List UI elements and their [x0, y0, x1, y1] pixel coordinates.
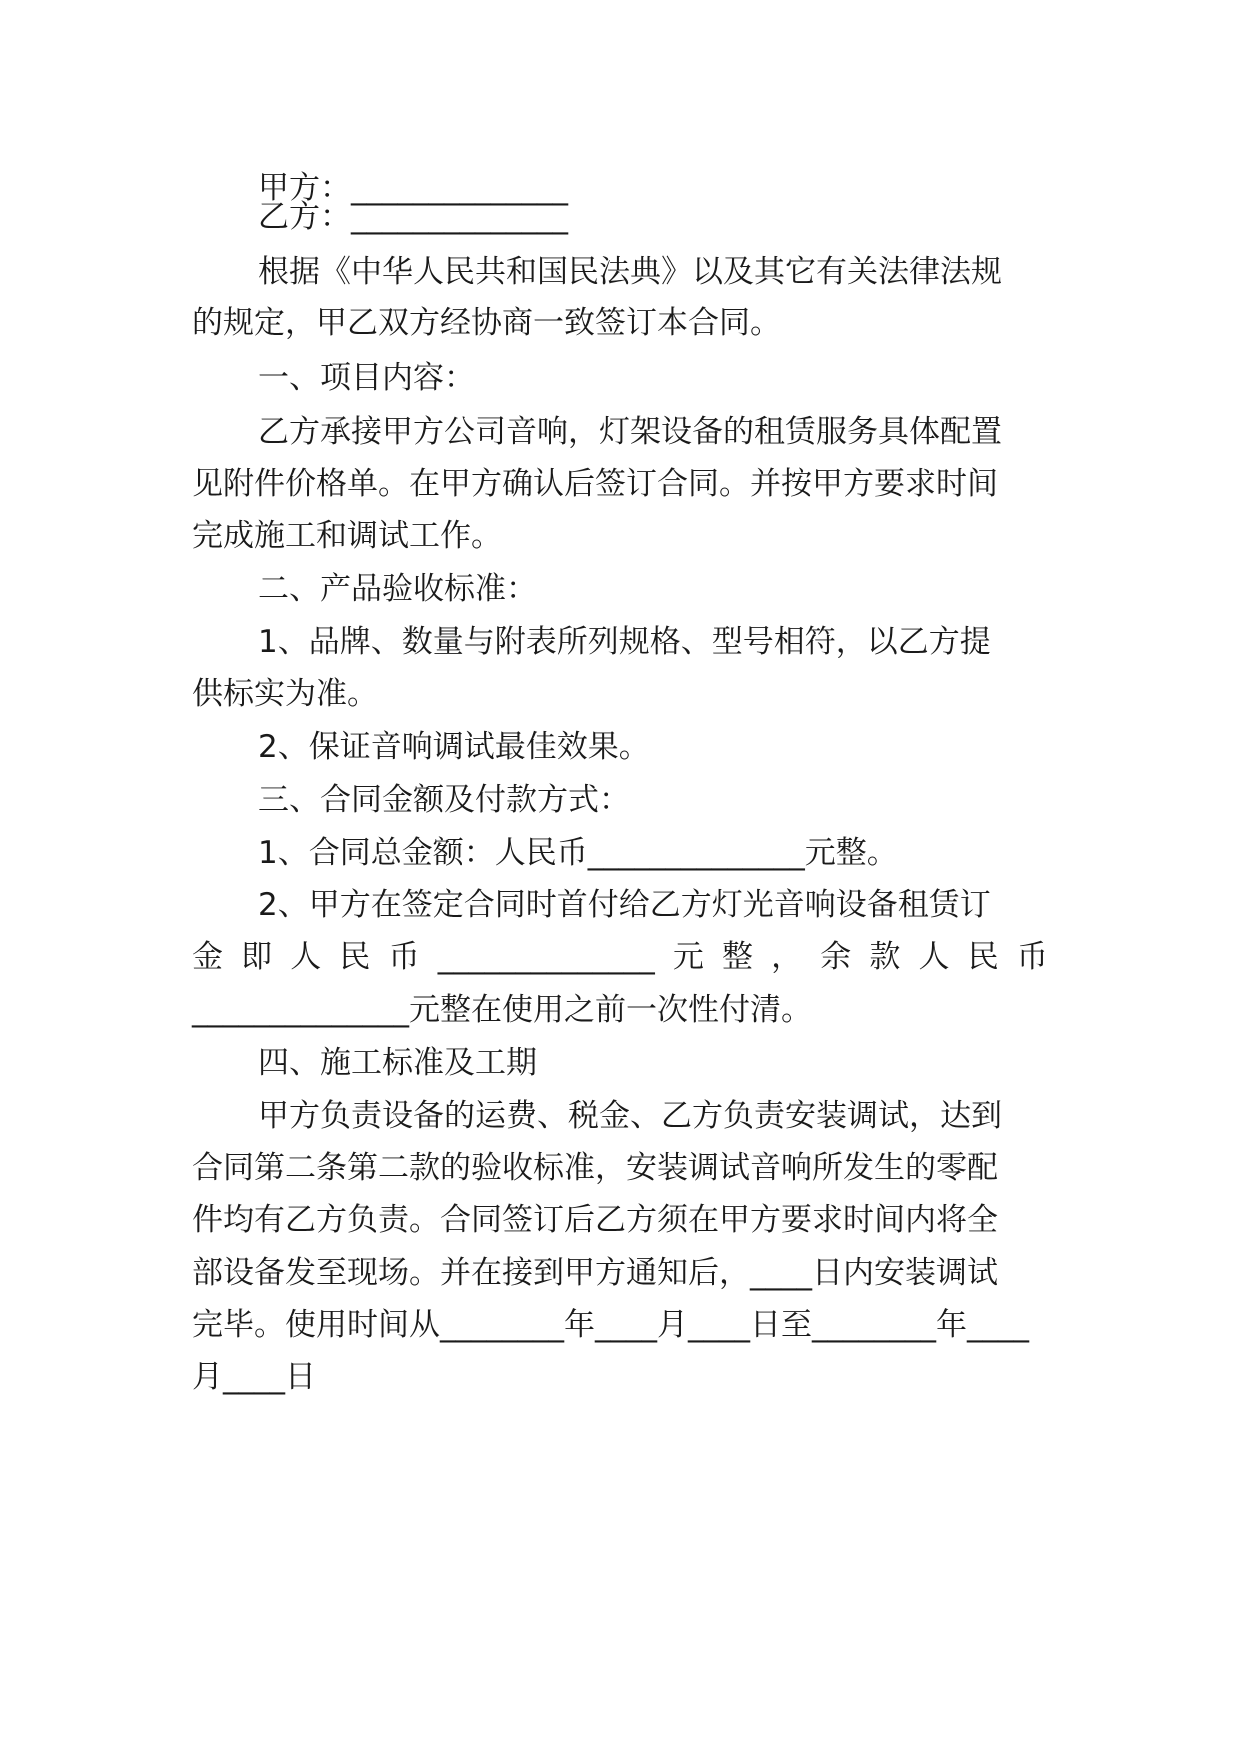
paragraph-line: 2、甲方在签定合同时首付给乙方灯光音响设备租赁订 — [258, 887, 991, 923]
paragraph-line: 完成施工和调试工作。 — [192, 518, 502, 554]
section-heading: 三、合同金额及付款方式： — [258, 782, 630, 818]
paragraph-line: 合同第二条第二款的验收标准，安装调试音响所发生的零配 — [192, 1150, 998, 1186]
section-heading: 一、项目内容： — [258, 360, 475, 396]
section-heading: 四、施工标准及工期 — [258, 1045, 537, 1081]
blank-field: ______________ — [437, 939, 655, 975]
paragraph-line: 完毕。使用时间从________年____月____日至________年____ — [192, 1307, 1029, 1343]
paragraph-line: 乙方承接甲方公司音响，灯架设备的租赁服务具体配置 — [258, 414, 1002, 450]
spread-char: 人 — [290, 939, 322, 975]
spread-char: 整 — [721, 939, 753, 975]
spread-char: 元 — [672, 939, 704, 975]
paragraph-line: 的规定，甲乙双方经协商一致签订本合同。 — [192, 305, 781, 341]
spread-char: 币 — [1016, 939, 1048, 975]
spread-char: 即 — [241, 939, 273, 975]
spread-char: 余 — [820, 939, 852, 975]
paragraph-line: 2、保证音响调试最佳效果。 — [258, 729, 650, 765]
paragraph-line: 月____日 — [192, 1359, 316, 1395]
spread-char: 币 — [388, 939, 420, 975]
paragraph-line: 部设备发至现场。并在接到甲方通知后，____日内安装调试 — [192, 1255, 998, 1291]
spread-char: 金 — [192, 939, 223, 975]
paragraph-line: 根据《中华人民共和国民法典》以及其它有关法律法规 — [258, 254, 1002, 290]
paragraph-line: 1、合同总金额：人民币______________元整。 — [258, 835, 898, 871]
spread-char: 人 — [918, 939, 950, 975]
spread-char: ， — [771, 939, 803, 975]
paragraph-line: 1、品牌、数量与附表所列规格、型号相符，以乙方提 — [258, 624, 991, 660]
paragraph-line: 件均有乙方负责。合同签订后乙方须在甲方要求时间内将全 — [192, 1202, 998, 1238]
spread-line — [192, 937, 1048, 977]
party-b-line: 乙方：______________ — [258, 199, 568, 235]
spread-char: 民 — [967, 939, 999, 975]
paragraph-line: ______________元整在使用之前一次性付清。 — [192, 992, 812, 1028]
paragraph-line: 见附件价格单。在甲方确认后签订合同。并按甲方要求时间 — [192, 466, 998, 502]
section-heading: 二、产品验收标准： — [258, 571, 537, 607]
paragraph-line: 供标实为准。 — [192, 676, 378, 712]
party-a-line: 甲方：______________ — [258, 170, 568, 206]
spread-char: 民 — [339, 939, 371, 975]
spread-char: 款 — [869, 939, 901, 975]
paragraph-line: 甲方负责设备的运费、税金、乙方负责安装调试，达到 — [258, 1098, 1002, 1134]
